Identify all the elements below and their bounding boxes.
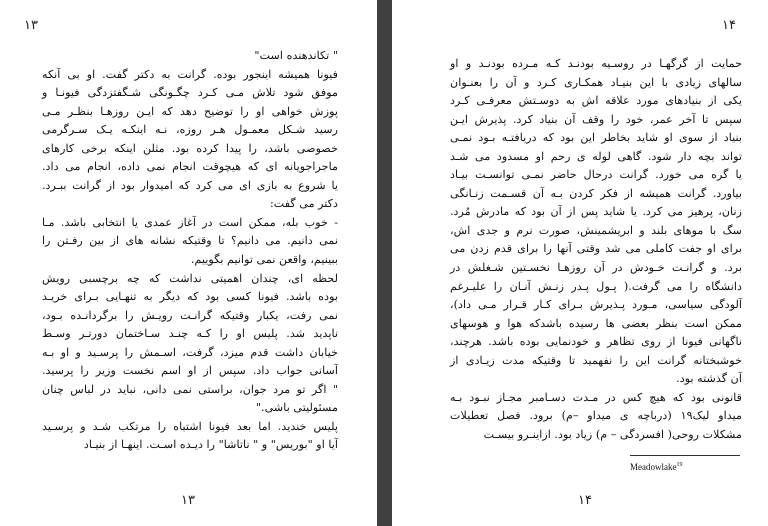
text-line: پوزش خواهی او را توضیح دهد که ایـن روزهـا بنظـر مـی xyxy=(42,104,338,118)
text-line: بنیاد از سوی او شاید بخاطر این بود که دریافتـه بـود نمـی xyxy=(450,131,742,145)
text-line: برای او جفت کاملی می شد وقتی آنها را برای قدم زدن می xyxy=(450,242,742,256)
text-line: آیا او "بوریس" و " ناتاشا" را دیـده اسـت. اینهـا از بنیـاد xyxy=(83,438,338,452)
text-line: آسانی جواب داد. سپس از او اسم نخست وزیر را پرسید. xyxy=(42,364,338,378)
text-line: دکتر می گفت: xyxy=(269,197,338,211)
text-line: بوده باشد. فیونا کسی بود که دیگر به تنهـایی بـرای خریـد xyxy=(42,290,338,304)
text-line: سالهای زیادی با این بنیـاد همکـاری کـرد و آن را بعنـوان xyxy=(450,75,742,89)
text-line: یا گره می خورد. گرانت درحال حاضر نمـی توانسـت بیـاد xyxy=(450,168,742,182)
text-line: ناگهانی فیونا از روی تظاهر و خودنمایی بوده باشد. هرچند، xyxy=(450,335,742,349)
text-line: برد. و گرانـت خـودش در آن روزهـا نخسـتین شـغلش در xyxy=(450,261,742,275)
text-line: یکی از بنیادهای مورد علاقه اش به دوسـتش معرفـی کـرد xyxy=(450,94,742,108)
text-line: میداو لیک۱۹ (درباچه ی میداو –م) برود. فصل تعطیلات xyxy=(450,409,742,423)
text-line: خصوصی باشد، را پیدا کرده بود. مثلن اینکه برخی کارهای xyxy=(42,141,338,155)
text-line: ببینیم، واقعن نمی توانیم بگوییم. xyxy=(190,253,338,267)
text-line: رسید شـکل معمـول هـر روزه، نـه اینکـه یـک سـرگرمی xyxy=(42,123,338,137)
text-line: لحظه ای، چندان اهمیتی نداشت که چه برچسبی رویش xyxy=(42,271,338,285)
left-page-body xyxy=(42,47,338,455)
text-line: ممکن است بنظر بعضی ها رسیده باشدکه هوا و هوسهای xyxy=(450,316,742,330)
footnote-text: Meadowlake xyxy=(630,462,677,472)
text-line: حمایت از گرگهـا در روسـیه بودنـد کـه مـرده بودنـد و او xyxy=(450,57,742,70)
text-line: نمی دانیم. می دانیم؟ تا وقتیکه نشانه های از بین رفـتن را xyxy=(42,234,338,248)
text-line: مشکلات روحی( افسردگی – م) زیاد بود. ازاینـرو بیسـت xyxy=(483,427,742,441)
text-line: سگ با موهای بلند و ابریشمینش، صورت نرم و جدی اش، xyxy=(450,223,742,237)
text-line: فیونا همیشه اینجور بوده. گرانت به دکتر گفت. او بی آنکه xyxy=(42,67,338,81)
footnote-divider xyxy=(630,455,740,456)
right-page-footer-number: ۱۴ xyxy=(578,493,592,508)
text-line: پلیس خندید. اما بعد فیونا اشتباه را مرتکب شـد و پرسـید xyxy=(42,419,338,433)
text-line: - خوب بله، ممکن است در آغاز عمدی یا انتخابی باشد. مـا xyxy=(42,215,338,229)
text-line: موفق شود تلاش مـی کـرد چگـونگی شـگفتزدگی فیونـا و xyxy=(42,86,338,100)
right-page-header-number: ۱۴ xyxy=(722,18,736,33)
text-line: آن گذشته بود. xyxy=(676,372,742,386)
text-line: خیابان داشت قدم میزد، گرفت، اسـمش را پرسـید و او بـه xyxy=(42,345,338,359)
left-page xyxy=(0,0,377,526)
text-line: ماجراجویانه ای که هیچوقت انجام نمی داده، انجام می داد. xyxy=(42,160,338,174)
text-line: مسئولیتی باشی." xyxy=(255,401,338,415)
text-line: قانونی بود که هیچ کس در مـدت دسـامبر مجـاز نبـود بـه xyxy=(450,390,742,404)
text-line: تواند بچه دار شود. گاهی لوله ی رحم او مسدود می شـد xyxy=(450,149,742,163)
right-page xyxy=(392,0,768,526)
text-line: نمی رفت، یکبار وقتیکه گرانـت رویـش را برگردانـده بـود، xyxy=(42,308,338,322)
text-line: آلودگی سیاسی، مـورد پـذیرش بـرای کـار قـرار مـی داد)، xyxy=(450,298,742,312)
footnote xyxy=(630,462,740,472)
text-line: سپس تا آخر عمر، خود را وقف آن بنیاد کرد. پذیرش ایـن xyxy=(450,112,742,126)
text-line: زنان، پرهیز می کرد. یا شاید پس از آن بود که مادرش مُرد. xyxy=(450,205,742,219)
right-page-body xyxy=(450,55,742,444)
text-line: " تکاندهنده است" xyxy=(254,49,338,62)
text-line: بیاورد. گرانت همیشه از فکر کردن بـه آن قسـمت زنـانگی xyxy=(450,186,742,200)
footnote-number: 19 xyxy=(676,462,683,468)
text-line: دانشگاه را می گرفت.( پـول پـدر زنـش آنـان را علیـرغم xyxy=(450,279,742,293)
text-line: ناپدید شد. پلیس او را کـه چنـد سـاختمان دورتـر وسـط xyxy=(42,327,338,341)
left-page-header-number: ۱۳ xyxy=(24,18,38,33)
text-line: یا شروع به بازی ای می کرد که امیدوار بود از گرانت ببـرد. xyxy=(42,178,338,192)
text-line: خوشبختانه گرانت این را نفهمید تا وقتیکه مدت زیـادی از xyxy=(450,353,742,367)
left-page-footer-number: ۱۳ xyxy=(181,493,195,508)
text-line: " اگر تو مرد جوان، براستی نمی دانی، نباید در لباس چنان xyxy=(42,382,338,396)
book-gutter xyxy=(377,0,392,526)
